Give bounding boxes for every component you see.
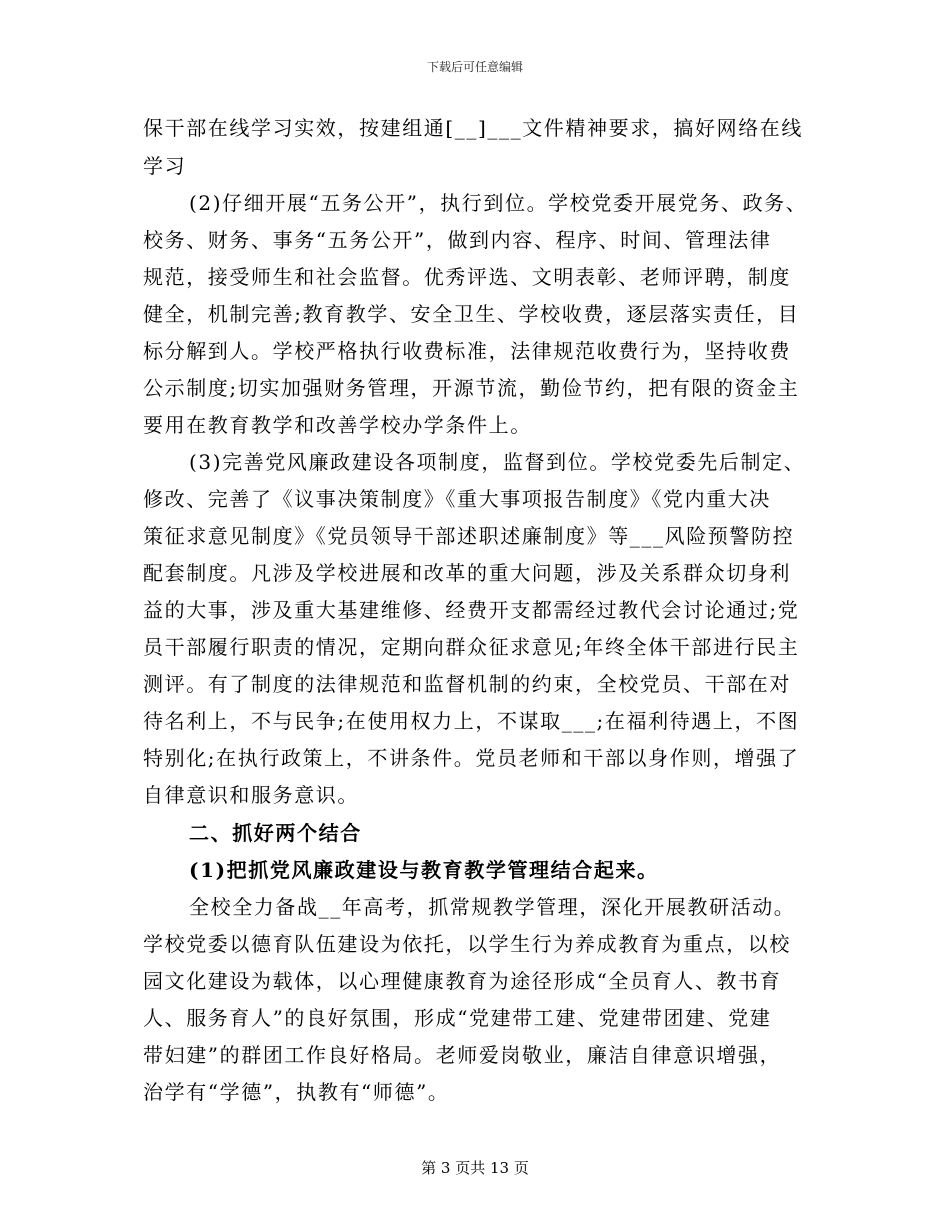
body-line: 特别化;在执行政策上，不讲条件。党员老师和干部以身作则，增强了: [143, 746, 800, 770]
subsection-heading: (1)把抓党风廉政建设与教育教学管理结合起来。: [189, 858, 659, 882]
body-line: 策征求意见制度》《党员领导干部述职述廉制度》等___风险预警防控: [143, 524, 795, 548]
body-line: 要用在教育教学和改善学校办学条件上。: [143, 413, 532, 437]
body-line: 保干部在线学习实效，按建组通[__]___文件精神要求，搞好网络在线: [143, 116, 804, 140]
page-header: 下载后可任意编辑: [426, 60, 523, 74]
page-footer: 第 3 页共 13 页: [421, 1159, 529, 1177]
body-line: 校务、财务、事务“五务公开”，做到内容、程序、时间、管理法律: [143, 228, 772, 252]
body-line: 学校党委以德育队伍建设为依托，以学生行为养成教育为重点，以校: [143, 932, 791, 956]
body-line: 学习: [143, 154, 187, 178]
body-line: 人、服务育人”的良好氛围，形成“党建带工建、党建带团建、党建: [143, 1006, 772, 1030]
body-line: 治学有“学德”，执教有“师德”。: [143, 1080, 450, 1104]
body-line: (3)完善党风廉政建设各项制度，监督到位。学校党委先后制定、: [189, 450, 806, 474]
body-line: 测评。有了制度的法律规范和监督机制的约束，全校党员、干部在对: [143, 672, 791, 696]
body-line: 员干部履行职责的情况，定期向群众征求意见;年终全体干部进行民主: [143, 635, 800, 659]
body-line: 园文化建设为载体，以心理健康教育为途径形成“全员育人、教书育: [143, 969, 782, 993]
body-line: 健全，机制完善;教育教学、安全卫生、学校收费，逐层落实责任，目: [143, 302, 800, 326]
body-line: (2)仔细开展“五务公开”，执行到位。学校党委开展党务、政务、: [189, 191, 808, 215]
body-line: 配套制度。凡涉及学校进展和改革的重大问题，涉及关系群众切身利: [143, 561, 791, 585]
body-line: 标分解到人。学校严格执行收费标准，法律规范收费行为，坚持收费: [143, 339, 791, 363]
body-line: 益的大事，涉及重大基建维修、经费开支都需经过教代会讨论通过;党: [143, 598, 800, 622]
body-line: 待名利上，不与民争;在使用权力上，不谋取___;在福利待遇上，不图: [143, 709, 800, 733]
body-line: 自律意识和服务意识。: [143, 783, 359, 807]
section-heading: 二、抓好两个结合: [189, 821, 362, 845]
body-line: 全校全力备战__年高考，抓常规教学管理，深化开展教研活动。: [189, 895, 796, 919]
body-line: 修改、完善了《议事决策制度》《重大事项报告制度》《党内重大决: [143, 487, 771, 511]
body-line: 公示制度;切实加强财务管理，开源节流，勤俭节约，把有限的资金主: [143, 376, 800, 400]
body-line: 带妇建”的群团工作良好格局。老师爱岗敬业，廉洁自律意识增强，: [143, 1043, 782, 1067]
body-line: 规范，接受师生和社会监督。优秀评选、文明表彰、老师评聘，制度: [143, 265, 791, 289]
